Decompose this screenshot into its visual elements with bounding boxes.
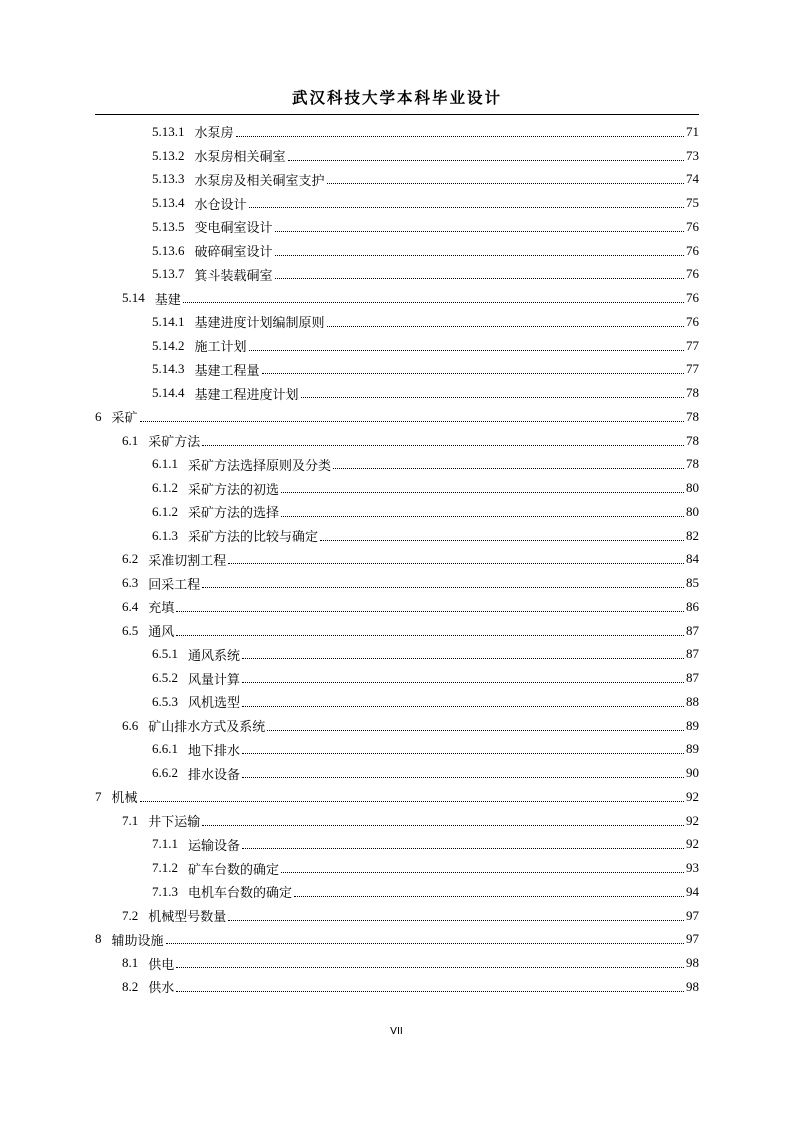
toc-dot-leader <box>294 896 684 897</box>
toc-dot-leader <box>249 350 684 351</box>
toc-dot-leader <box>202 587 684 588</box>
toc-entry-page: 76 <box>686 242 699 258</box>
toc-entry-number: 5.13.1 <box>152 123 185 139</box>
toc-dot-leader <box>249 207 684 208</box>
toc-entry-page: 78 <box>686 385 699 401</box>
toc-entry-page: 94 <box>686 883 699 899</box>
toc-entry-page: 85 <box>686 575 699 591</box>
toc-entry-page: 89 <box>686 717 699 733</box>
toc-entry-title: 基建 <box>154 292 181 308</box>
toc-entry[interactable] <box>95 381 699 405</box>
toc-entry-number: 5.14.3 <box>152 361 185 377</box>
toc-entry[interactable] <box>95 239 699 263</box>
toc-entry[interactable] <box>95 738 699 762</box>
toc-entry-number: 5.13.3 <box>152 171 185 187</box>
toc-entry-page: 86 <box>686 598 699 614</box>
toc-entry-title: 基建工程量 <box>194 363 260 379</box>
toc-entry-title: 风量计算 <box>188 672 241 688</box>
toc-entry-title: 运输设备 <box>188 838 241 854</box>
toc-entry-number: 5.14 <box>122 290 145 306</box>
toc-dot-leader <box>202 825 684 826</box>
toc-entry-number: 5.13.6 <box>152 242 185 258</box>
toc-entry-number: 5.13.7 <box>152 266 185 282</box>
toc-entry[interactable] <box>95 690 699 714</box>
toc-entry[interactable] <box>95 833 699 857</box>
toc-entry-page: 78 <box>686 432 699 448</box>
toc-entry-number: 5.13.5 <box>152 218 185 234</box>
toc-entry-title: 矿车台数的确定 <box>188 862 280 878</box>
toc-dot-leader <box>140 421 684 422</box>
toc-entry-page: 90 <box>686 765 699 781</box>
toc-dot-leader <box>275 255 684 256</box>
toc-entry[interactable] <box>95 405 699 429</box>
toc-entry-page: 76 <box>686 290 699 306</box>
toc-entry-title: 基建工程进度计划 <box>194 387 299 403</box>
toc-entry[interactable] <box>95 714 699 738</box>
toc-entry-number: 7.2 <box>122 907 139 923</box>
toc-entry-number: 6 <box>95 408 102 424</box>
toc-entry-title: 采准切割工程 <box>148 553 227 569</box>
toc-entry[interactable] <box>95 120 699 144</box>
toc-entry-number: 7.1 <box>122 812 139 828</box>
toc-entry-number: 5.14.4 <box>152 385 185 401</box>
toc-entry-title: 采矿方法选择原则及分类 <box>188 458 332 474</box>
toc-entry-title: 破碎硐室设计 <box>194 245 273 261</box>
toc-entry-title: 回采工程 <box>148 577 201 593</box>
toc-entry[interactable] <box>95 215 699 239</box>
toc-entry[interactable] <box>95 144 699 168</box>
toc-dot-leader <box>242 848 684 849</box>
toc-entry-page: 98 <box>686 955 699 971</box>
toc-entry-number: 6.5.3 <box>152 693 178 709</box>
toc-dot-leader <box>228 563 684 564</box>
toc-entry-number: 5.13.4 <box>152 195 185 211</box>
toc-entry[interactable] <box>95 310 699 334</box>
toc-dot-leader <box>262 373 684 374</box>
toc-dot-leader <box>242 658 684 659</box>
toc-entry[interactable] <box>95 595 699 619</box>
toc-entry[interactable] <box>95 524 699 548</box>
toc-entry-number: 6.6 <box>122 717 139 733</box>
toc-entry[interactable] <box>95 358 699 382</box>
toc-entry-title: 通风 <box>148 625 175 641</box>
toc-entry[interactable] <box>95 168 699 192</box>
toc-entry-title: 采矿方法的选择 <box>188 506 280 522</box>
toc-entry-number: 6.5.1 <box>152 646 178 662</box>
toc-entry-page: 78 <box>686 456 699 472</box>
toc-entry-title: 井下运输 <box>148 815 201 831</box>
toc-entry[interactable] <box>95 619 699 643</box>
toc-dot-leader <box>228 920 684 921</box>
toc-entry-number: 7 <box>95 788 102 804</box>
toc-dot-leader <box>183 302 684 303</box>
toc-entry-number: 5.13.2 <box>152 147 185 163</box>
toc-entry-page: 92 <box>686 812 699 828</box>
toc-entry-number: 7.1.2 <box>152 860 178 876</box>
toc-entry-page: 98 <box>686 978 699 994</box>
toc-entry[interactable] <box>95 951 699 975</box>
toc-entry-page: 76 <box>686 313 699 329</box>
toc-dot-leader <box>242 682 684 683</box>
toc-entry-page: 74 <box>686 171 699 187</box>
toc-entry-title: 风机选型 <box>188 696 241 712</box>
toc-entry-number: 6.4 <box>122 598 139 614</box>
toc-entry-page: 71 <box>686 123 699 139</box>
toc-entry-page: 97 <box>686 907 699 923</box>
toc-entry-number: 6.3 <box>122 575 139 591</box>
toc-entry-title: 地下排水 <box>188 743 241 759</box>
toc-entry[interactable] <box>95 761 699 785</box>
toc-entry-page: 87 <box>686 622 699 638</box>
toc-entry-number: 6.2 <box>122 551 139 567</box>
toc-dot-leader <box>242 777 684 778</box>
toc-entry[interactable] <box>95 975 699 999</box>
toc-entry-title: 采矿方法的初选 <box>188 482 280 498</box>
toc-entry[interactable] <box>95 880 699 904</box>
toc-entry-number: 5.14.2 <box>152 337 185 353</box>
toc-entry-page: 89 <box>686 741 699 757</box>
toc-dot-leader <box>267 730 684 731</box>
toc-entry-title: 采矿方法的比较与确定 <box>188 530 319 546</box>
toc-entry[interactable] <box>95 571 699 595</box>
toc-entry-number: 7.1.1 <box>152 836 178 852</box>
toc-entry-number: 8 <box>95 931 102 947</box>
toc-dot-leader <box>288 160 684 161</box>
toc-entry[interactable] <box>95 928 699 952</box>
toc-dot-leader <box>242 753 684 754</box>
toc-entry-page: 76 <box>686 218 699 234</box>
toc-entry[interactable] <box>95 476 699 500</box>
toc-dot-leader <box>176 611 684 612</box>
toc-dot-leader <box>327 326 684 327</box>
toc-entry-page: 80 <box>686 480 699 496</box>
toc-entry-title: 机械型号数量 <box>148 910 227 926</box>
toc-entry[interactable] <box>95 334 699 358</box>
toc-dot-leader <box>140 801 684 802</box>
toc-entry-number: 6.1.2 <box>152 503 178 519</box>
toc-entry-title: 矿山排水方式及系统 <box>148 720 266 736</box>
toc-entry-number: 6.1.3 <box>152 527 178 543</box>
toc-entry-number: 6.6.2 <box>152 765 178 781</box>
toc-dot-leader <box>176 635 684 636</box>
toc-dot-leader <box>301 397 684 398</box>
toc-dot-leader <box>281 492 684 493</box>
toc-entry-number: 6.1.1 <box>152 456 178 472</box>
toc-entry-page: 73 <box>686 147 699 163</box>
toc-entry[interactable] <box>95 500 699 524</box>
toc-entry[interactable] <box>95 548 699 572</box>
toc-dot-leader <box>202 445 684 446</box>
toc-entry-number: 6.1.2 <box>152 480 178 496</box>
toc-entry[interactable] <box>95 191 699 215</box>
toc-entry-title: 水泵房 <box>194 126 234 142</box>
toc-entry-page: 87 <box>686 670 699 686</box>
toc-dot-leader <box>166 943 684 944</box>
toc-entry-page: 88 <box>686 693 699 709</box>
toc-entry-page: 77 <box>686 361 699 377</box>
toc-dot-leader <box>236 136 684 137</box>
toc-entry[interactable] <box>95 856 699 880</box>
toc-entry[interactable] <box>95 453 699 477</box>
toc-entry-title: 箕斗装载硐室 <box>194 268 273 284</box>
toc-entry[interactable] <box>95 286 699 310</box>
toc-entry-number: 5.14.1 <box>152 313 185 329</box>
toc-dot-leader <box>275 278 684 279</box>
toc-entry-page: 75 <box>686 195 699 211</box>
toc-entry-number: 6.1 <box>122 432 139 448</box>
toc-entry-page: 92 <box>686 788 699 804</box>
toc-entry[interactable] <box>95 785 699 809</box>
toc-entry-page: 82 <box>686 527 699 543</box>
toc-entry-page: 84 <box>686 551 699 567</box>
toc-entry-title: 采矿方法 <box>148 435 201 451</box>
toc-entry-title: 基建进度计划编制原则 <box>194 316 325 332</box>
toc-entry-title: 供水 <box>148 981 175 997</box>
toc-entry-number: 7.1.3 <box>152 883 178 899</box>
toc-dot-leader <box>176 967 684 968</box>
page-number: VII <box>390 1026 403 1037</box>
toc-entry-title: 水泵房及相关硐室支护 <box>194 173 325 189</box>
toc-entry-title: 变电硐室设计 <box>194 221 273 237</box>
toc-entry-page: 80 <box>686 503 699 519</box>
toc-entry[interactable] <box>95 429 699 453</box>
toc-entry-title: 采矿 <box>111 411 138 427</box>
toc-entry-title: 供电 <box>148 957 175 973</box>
toc-entry[interactable] <box>95 809 699 833</box>
toc-entry-title: 辅助设施 <box>111 933 164 949</box>
toc-entry-title: 水仓设计 <box>194 197 247 213</box>
toc-entry-title: 电机车台数的确定 <box>188 886 293 902</box>
toc-entry-page: 93 <box>686 860 699 876</box>
toc-dot-leader <box>242 706 684 707</box>
toc-entry-number: 6.6.1 <box>152 741 178 757</box>
toc-entry-number: 6.5.2 <box>152 670 178 686</box>
toc-entry[interactable] <box>95 666 699 690</box>
toc-entry-page: 97 <box>686 931 699 947</box>
toc-entry-title: 通风系统 <box>188 648 241 664</box>
toc-dot-leader <box>320 540 684 541</box>
toc-entry-title: 施工计划 <box>194 340 247 356</box>
toc-entry-page: 92 <box>686 836 699 852</box>
toc-entry-page: 78 <box>686 408 699 424</box>
toc-dot-leader <box>281 516 684 517</box>
toc-entry-title: 排水设备 <box>188 767 241 783</box>
toc-entry-title: 充填 <box>148 601 175 617</box>
toc-entry-title: 水泵房相关硐室 <box>194 150 286 166</box>
toc-dot-leader <box>281 872 684 873</box>
header-divider <box>95 114 699 115</box>
toc-dot-leader <box>327 183 684 184</box>
page-header-title: 武汉科技大学本科毕业设计 <box>291 89 502 107</box>
toc-dot-leader <box>275 231 684 232</box>
toc-entry[interactable] <box>95 643 699 667</box>
toc-entry-number: 6.5 <box>122 622 139 638</box>
toc-entry-page: 87 <box>686 646 699 662</box>
table-of-contents <box>95 120 699 999</box>
toc-dot-leader <box>176 991 684 992</box>
toc-entry-title: 机械 <box>111 791 138 807</box>
toc-entry-number: 8.1 <box>122 955 139 971</box>
toc-entry-number: 8.2 <box>122 978 139 994</box>
toc-dot-leader <box>333 468 684 469</box>
toc-entry-page: 76 <box>686 266 699 282</box>
toc-entry[interactable] <box>95 263 699 287</box>
toc-entry[interactable] <box>95 904 699 928</box>
toc-entry-page: 77 <box>686 337 699 353</box>
